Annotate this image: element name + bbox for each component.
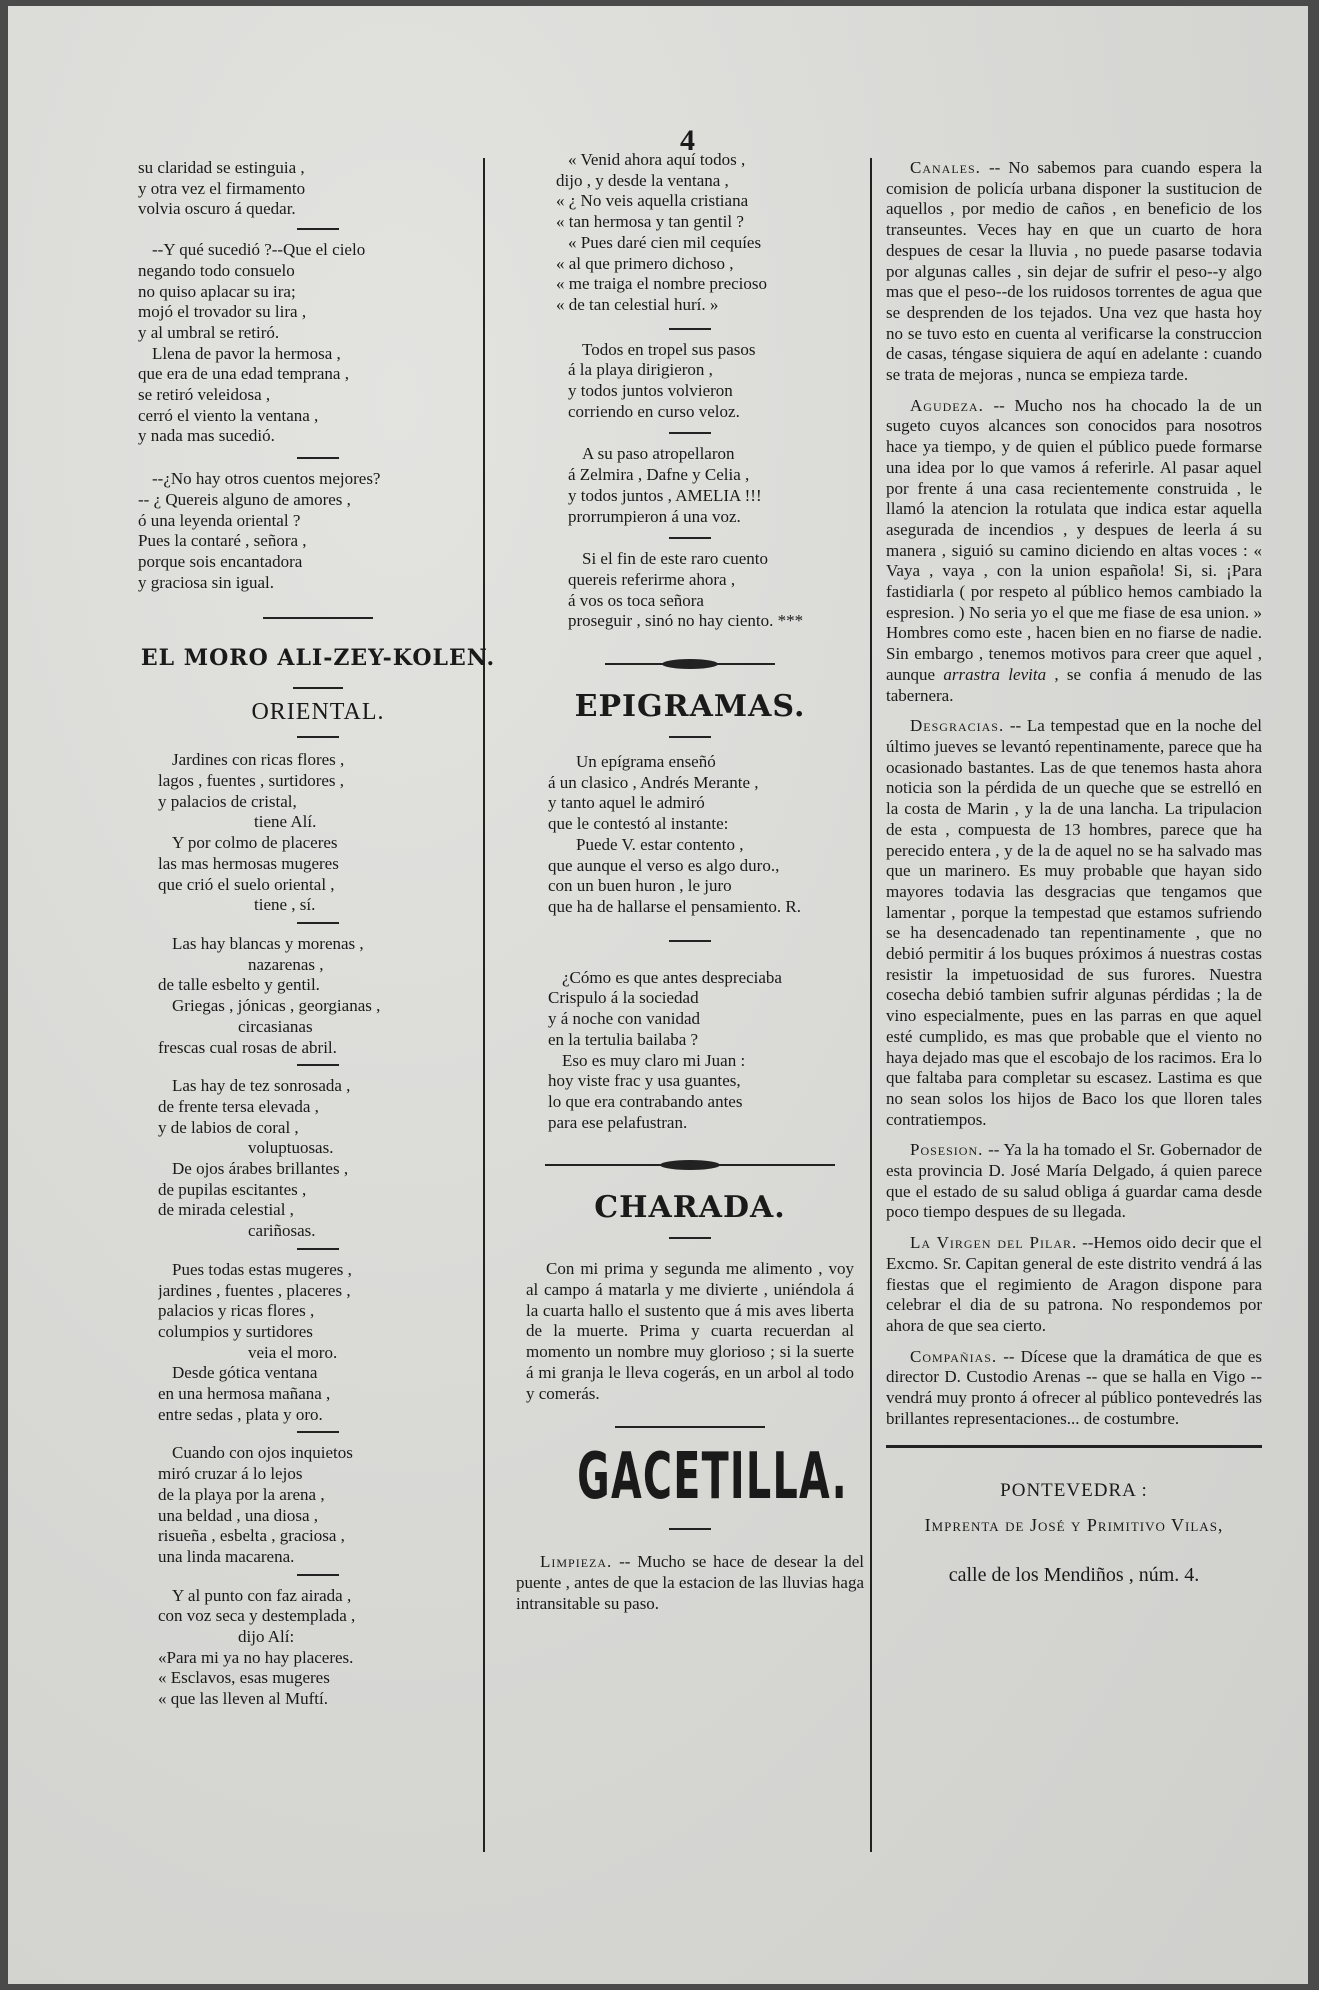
verse-line: --¿No hay otros cuentos mejores? bbox=[152, 469, 381, 489]
verse-line: y de labios de coral , bbox=[158, 1117, 299, 1137]
verse-line: entre sedas , plata y oro. bbox=[158, 1404, 323, 1424]
verse-line: en la tertulia bailaba ? bbox=[548, 1029, 699, 1049]
verse-line: de la playa por la arena , bbox=[158, 1484, 325, 1504]
verse-line: « tan hermosa y tan gentil ? bbox=[556, 212, 744, 232]
news-column bbox=[886, 158, 1262, 1429]
divider bbox=[669, 1237, 711, 1239]
news-label: Canales. bbox=[910, 158, 981, 177]
verse-line: á la playa dirigieron , bbox=[568, 360, 713, 380]
verse-line: lagos , fuentes , surtidores , bbox=[158, 771, 345, 791]
verse-line: De ojos árabes brillantes , bbox=[172, 1159, 349, 1179]
verse-line: hoy viste frac y usa guantes, bbox=[548, 1071, 741, 1091]
verse-line: de mirada celestial , bbox=[158, 1200, 294, 1220]
verse-line: á vos os toca señora bbox=[568, 590, 704, 610]
verse-line: que le contestó al instante: bbox=[548, 814, 729, 834]
imprint bbox=[886, 1474, 1262, 1592]
newspaper-page bbox=[8, 6, 1308, 1984]
verse-line: y nada mas sucedió. bbox=[138, 426, 275, 446]
news-label: Compañias. bbox=[910, 1346, 998, 1366]
news-label: Desgracias. bbox=[910, 716, 1005, 736]
poem-stanza bbox=[508, 150, 872, 316]
poem-stanza bbox=[138, 934, 498, 1058]
charada-paragraph: Con mi prima y segunda me alimento , voy al campo á matarla y me divierte , uniéndola á la cuarta hallo el sustento que á mis aves liberta de la muerte. Prima y cuarta recuerdan al momento un nombre muy glorioso ; si la suerte á mi granja le lleva cogerás, en un arbol al todo y comerás. bbox=[526, 1259, 854, 1403]
section-rule bbox=[615, 1426, 765, 1428]
verse-line: veia el moro. bbox=[248, 1342, 338, 1362]
divider bbox=[669, 328, 711, 330]
verse-line: para ese pelafustran. bbox=[548, 1112, 688, 1132]
verse-line: risueña , esbelta , graciosa , bbox=[158, 1526, 345, 1546]
verse-line: « de tan celestial hurí. » bbox=[556, 294, 719, 314]
poem-stanza bbox=[138, 1076, 498, 1242]
verse-line: dijo Alí: bbox=[238, 1627, 295, 1647]
poem-stanza bbox=[138, 469, 498, 593]
verse-line: ¿Cómo es que antes despreciaba bbox=[562, 967, 782, 987]
verse-line: volvia oscuro á quedar. bbox=[138, 199, 296, 219]
verse-line: -- ¿ Quereis alguno de amores , bbox=[138, 489, 351, 509]
section-title-gacetilla: GACETILLA. bbox=[577, 1440, 848, 1515]
verse-line: «Para mi ya no hay placeres. bbox=[158, 1647, 354, 1667]
verse-line: no quiso aplacar su ira; bbox=[138, 281, 296, 301]
verse-line: de frente tersa elevada , bbox=[158, 1096, 319, 1116]
ornament-rule-icon bbox=[605, 658, 775, 670]
divider bbox=[297, 736, 339, 738]
verse-line: Y al punto con faz airada , bbox=[172, 1585, 352, 1605]
verse-line: « ¿ No veis aquella cristiana bbox=[556, 191, 749, 211]
verse-line: que era de una edad temprana , bbox=[138, 364, 349, 384]
news-body: -- Ya la ha tomado el Sr. Gobernador de esta provincia D. José María Delgado, á quien parece que el estado de su salud obliga á guardar cama desde poco tiempo despues de su llegada. bbox=[886, 1140, 1262, 1222]
poem-subtitle: ORIENTAL. bbox=[251, 699, 385, 726]
verse-line: Pues todas estas mugeres , bbox=[172, 1259, 352, 1279]
verse-line: y al umbral se retiró. bbox=[138, 322, 280, 342]
poem-stanza bbox=[138, 1443, 498, 1567]
news-item-limpieza bbox=[508, 1540, 872, 1614]
verse-line: Un epígrama enseñó bbox=[576, 752, 716, 772]
verse-line: Griegas , jónicas , georgianas , bbox=[172, 996, 381, 1016]
divider bbox=[669, 940, 711, 942]
news-item-canales bbox=[886, 158, 1262, 386]
verse-line: y tanto aquel le admiró bbox=[548, 793, 705, 813]
epigram bbox=[508, 968, 872, 1134]
divider bbox=[297, 457, 339, 459]
verse-line: que ha de hallarse el pensamiento. R. bbox=[548, 896, 802, 916]
poem-stanza bbox=[138, 1260, 498, 1426]
verse-line: « Esclavos, esas mugeres bbox=[158, 1668, 330, 1688]
ornament-divider bbox=[508, 1155, 872, 1176]
verse-line: Las hay blancas y morenas , bbox=[172, 933, 364, 953]
poem-stanza bbox=[138, 240, 498, 447]
column-2 bbox=[508, 150, 872, 1624]
verse-line: Todos en tropel sus pasos bbox=[582, 339, 756, 359]
section-rule bbox=[263, 617, 373, 619]
verse-line: una beldad , una diosa , bbox=[158, 1505, 319, 1525]
divider bbox=[669, 736, 711, 738]
news-body: -- No sabemos para cuando espera la comision de policía urbana disponer la sustitucion de aquellos , por medio de caños , en beneficio de los transeuntes. Veces hay en que un cuarto de hora despues de cesar la lluvia , no puede pasarse todavia por algunas calles , sin dejar de sufrir el peso--y algo mas que el peso--de los ruidosos torrentes de agua que se desprenden de los tejados. Una vez que hasta hoy no se tuvo esto en cuenta al verificarse la construccion de casas, téngase siquiera de aquí en adelante : cuando se trata de mejoras , nunca se empieza tarde. bbox=[886, 158, 1262, 385]
poem-stanza bbox=[138, 1586, 498, 1710]
divider bbox=[297, 1064, 339, 1066]
verse-line: ó una leyenda oriental ? bbox=[138, 510, 301, 530]
verse-line: porque sois encantadora bbox=[138, 551, 303, 571]
verse-line: Si el fin de este raro cuento bbox=[582, 549, 768, 569]
column-1 bbox=[138, 158, 498, 1732]
verse-line: á un clasico , Andrés Merante , bbox=[548, 772, 759, 792]
news-italic: arrastra levita bbox=[943, 664, 1047, 684]
verse-line: que crió el suelo oriental , bbox=[158, 874, 335, 894]
news-body: --Hemos oido decir que el Excmo. Sr. Capitan general de este distrito vendrá á las fiestas que el regimiento de Aragon dispone para celebrar el dia de su patrona. No respondemos por ahora de que sea cierto. bbox=[886, 1233, 1262, 1335]
poem-stanza bbox=[508, 444, 872, 527]
verse-line: voluptuosas. bbox=[248, 1138, 334, 1158]
divider bbox=[669, 537, 711, 539]
verse-line: de pupilas escitantes , bbox=[158, 1179, 307, 1199]
divider bbox=[297, 922, 339, 924]
news-label: La Virgen del Pilar. bbox=[910, 1233, 1078, 1253]
verse-line: Desde gótica ventana bbox=[172, 1363, 318, 1383]
imprint-city: PONTEVEDRA : bbox=[1000, 1480, 1148, 1502]
section-rule bbox=[886, 1445, 1262, 1448]
verse-line: y palacios de cristal, bbox=[158, 791, 297, 811]
verse-line: columpios y surtidores bbox=[158, 1321, 313, 1341]
charada-text bbox=[508, 1249, 872, 1404]
verse-line: dijo , y desde la ventana , bbox=[556, 170, 729, 190]
verse-line: á Zelmira , Dafne y Celia , bbox=[568, 465, 750, 485]
section-title-epigramas: EPIGRAMAS. bbox=[574, 689, 806, 725]
divider bbox=[297, 228, 339, 230]
imprint-address: calle de los Mendiños , núm. 4. bbox=[948, 1564, 1200, 1587]
verse-line: « me traiga el nombre precioso bbox=[556, 274, 768, 294]
ornament-rule-icon bbox=[545, 1159, 835, 1171]
verse-line: miró cruzar á lo lejos bbox=[158, 1464, 303, 1484]
ornament-divider bbox=[508, 654, 872, 675]
verse-line: una linda macarena. bbox=[158, 1546, 295, 1566]
news-paragraph bbox=[516, 1552, 864, 1614]
verse-line: y todos juntos , AMELIA !!! bbox=[568, 485, 762, 505]
verse-line: se retiró veleidosa , bbox=[138, 385, 271, 405]
poem-stanza bbox=[508, 549, 872, 632]
verse-line: Pues la contaré , señora , bbox=[138, 531, 307, 551]
divider bbox=[669, 432, 711, 434]
verse-line: Crispulo á la sociedad bbox=[548, 988, 699, 1008]
verse-line: tiene Alí. bbox=[254, 812, 317, 832]
verse-line: frescas cual rosas de abril. bbox=[158, 1037, 337, 1057]
verse-line: « al que primero dichoso , bbox=[556, 253, 734, 273]
verse-line: « que las lleven al Muftí. bbox=[158, 1689, 328, 1709]
verse-line: mojó el trovador su lira , bbox=[138, 302, 307, 322]
news-body: -- La tempestad que en la noche del último jueves se levantó repentinamente, parece que ha ocasionado bastantes. Las de que tenemos hasta ahora noticia son la pérdida de un queche que se estrelló en la costa de Marin , y la de una lancha. La tripulacion de esta , compuesta de 13 hombres, parece que ha perecido entera , y de la de aquel no se ha salvado mas que un marinero. Es muy probable que hayan sido mayores todavia las desgracias que tengamos que lamentar , porque la tempestad que estamos sufriendo se ha desencadenado tan repentinamente , que no debió permitir á los buques próximos á nuestras costas resistir la impetuosidad de sus furores. Nuestra cosecha debió tambien sufrir algunas pérdidas ; la de vino especialmente, pues en las parras en que aquel esté cumplido, es mas que probable que el viento no haya dejado mas que el escobajo de los racimos. Era lo que faltaba para completar su escasez. Lastima es que no sean solos los hijos de Baco los que lloren tales contratiempos. bbox=[886, 716, 1262, 1129]
epigram bbox=[508, 752, 872, 918]
news-body: -- Mucho nos ha chocado la de un sugeto cuyos alcances son conocidos para nosotros hace ya tiempo, y de quien el público puede formarse una idea por lo que vamos á referirle. Al pasar aquel por frente á una casa recientemente construida , le llamó la atencion la rotulata que indica estar aquella asegurada de incendios , y despues de leerla á su manera , siguió su camino diciendo en altas voces : « Vaya , vaya , con la union española! Si, si. ¡Para fastidiarla ( por respeto al público hemos cambiado la espresion. ) No seria yo el que me fiase de esa union. » Hombres como este , hacen bien en no fiarse de nadie. Sin embargo , tenemos motivos para creer que aquel , aunque bbox=[886, 395, 1262, 684]
verse-line: Llena de pavor la hermosa , bbox=[152, 343, 341, 363]
verse-line: Eso es muy claro mi Juan : bbox=[562, 1050, 746, 1070]
poem-stanza bbox=[138, 158, 498, 220]
poem-stanza bbox=[508, 340, 872, 423]
verse-line: A su paso atropellaron bbox=[582, 444, 735, 464]
verse-line: tiene , sí. bbox=[254, 895, 316, 915]
verse-line: circasianas bbox=[238, 1016, 313, 1036]
poem-title: EL MORO ALI-ZEY-KOLEN. bbox=[140, 645, 496, 672]
verse-line: lo que era contrabando antes bbox=[548, 1091, 743, 1111]
verse-line: jardines , fuentes , placeres , bbox=[158, 1280, 351, 1300]
verse-line: en una hermosa mañana , bbox=[158, 1384, 331, 1404]
verse-line: Jardines con ricas flores , bbox=[172, 750, 345, 770]
verse-line: nazarenas , bbox=[248, 954, 324, 974]
verse-line: y todos juntos volvieron bbox=[568, 381, 733, 401]
imprint-printer: Imprenta de José y Primitivo Vilas, bbox=[924, 1515, 1224, 1536]
verse-line: de talle esbelto y gentil. bbox=[158, 975, 320, 995]
verse-line: corriendo en curso veloz. bbox=[568, 401, 740, 421]
verse-line: su claridad se estinguia , bbox=[138, 158, 305, 177]
divider bbox=[297, 1248, 339, 1250]
verse-line: cerró el viento la ventana , bbox=[138, 405, 319, 425]
verse-line: quereis referirme ahora , bbox=[568, 569, 736, 589]
verse-line: Las hay de tez sonrosada , bbox=[172, 1076, 351, 1096]
verse-line: y otra vez el firmamento bbox=[138, 178, 306, 198]
verse-line: « Pues daré cien mil cequíes bbox=[568, 232, 762, 252]
verse-line: prorrumpieron á una voz. bbox=[568, 506, 741, 526]
column-3 bbox=[886, 158, 1262, 1592]
verse-line: proseguir , sinó no hay ciento. *** bbox=[568, 611, 804, 631]
news-item-desgracias bbox=[886, 716, 1262, 1130]
verse-line: Puede V. estar contento , bbox=[576, 834, 744, 854]
verse-line: con voz seca y destemplada , bbox=[158, 1606, 356, 1626]
news-label: Agudeza. bbox=[910, 395, 984, 415]
news-item-virgen bbox=[886, 1233, 1262, 1337]
news-item-posesion bbox=[886, 1140, 1262, 1223]
verse-line: Y por colmo de placeres bbox=[172, 833, 338, 853]
verse-line: y graciosa sin igual. bbox=[138, 572, 274, 592]
news-item-agudeza bbox=[886, 396, 1262, 707]
news-label: Posesion. bbox=[910, 1140, 984, 1160]
divider bbox=[669, 1528, 711, 1530]
verse-line: cariñosas. bbox=[248, 1221, 316, 1241]
verse-line: con un buen huron , le juro bbox=[548, 876, 732, 896]
news-body: -- Mucho se hace de desear la del puente , antes de que la estacion de las lluvias haga intransitable su paso. bbox=[516, 1552, 864, 1613]
verse-line: que aunque el verso es algo duro., bbox=[548, 855, 780, 875]
verse-line: « Venid ahora aquí todos , bbox=[568, 150, 746, 169]
news-body: -- Dícese que la dramática de que es director D. Custodio Arenas -- que se halla en Vigo -- vendrá muy pronto á ofrecer al público pontevedrés las brillantes representaciones... de costumbre. bbox=[886, 1346, 1262, 1428]
verse-line: palacios y ricas flores , bbox=[158, 1301, 315, 1321]
divider bbox=[293, 687, 343, 689]
news-item-companias bbox=[886, 1347, 1262, 1430]
news-body: , se confia á menudo de las tabernera. bbox=[886, 664, 1263, 705]
verse-line: Cuando con ojos inquietos bbox=[172, 1443, 353, 1463]
verse-line: negando todo consuelo bbox=[138, 260, 295, 280]
poem-stanza bbox=[138, 750, 498, 916]
section-title-charada: CHARADA. bbox=[594, 1190, 786, 1226]
verse-line: y á noche con vanidad bbox=[548, 1009, 700, 1029]
verse-line: --Y qué sucedió ?--Que el cielo bbox=[152, 240, 366, 260]
divider bbox=[297, 1431, 339, 1433]
divider bbox=[297, 1574, 339, 1576]
verse-line: las mas hermosas mugeres bbox=[158, 853, 339, 873]
news-label: Limpieza. bbox=[540, 1552, 613, 1572]
page-number: 4 bbox=[680, 124, 695, 157]
